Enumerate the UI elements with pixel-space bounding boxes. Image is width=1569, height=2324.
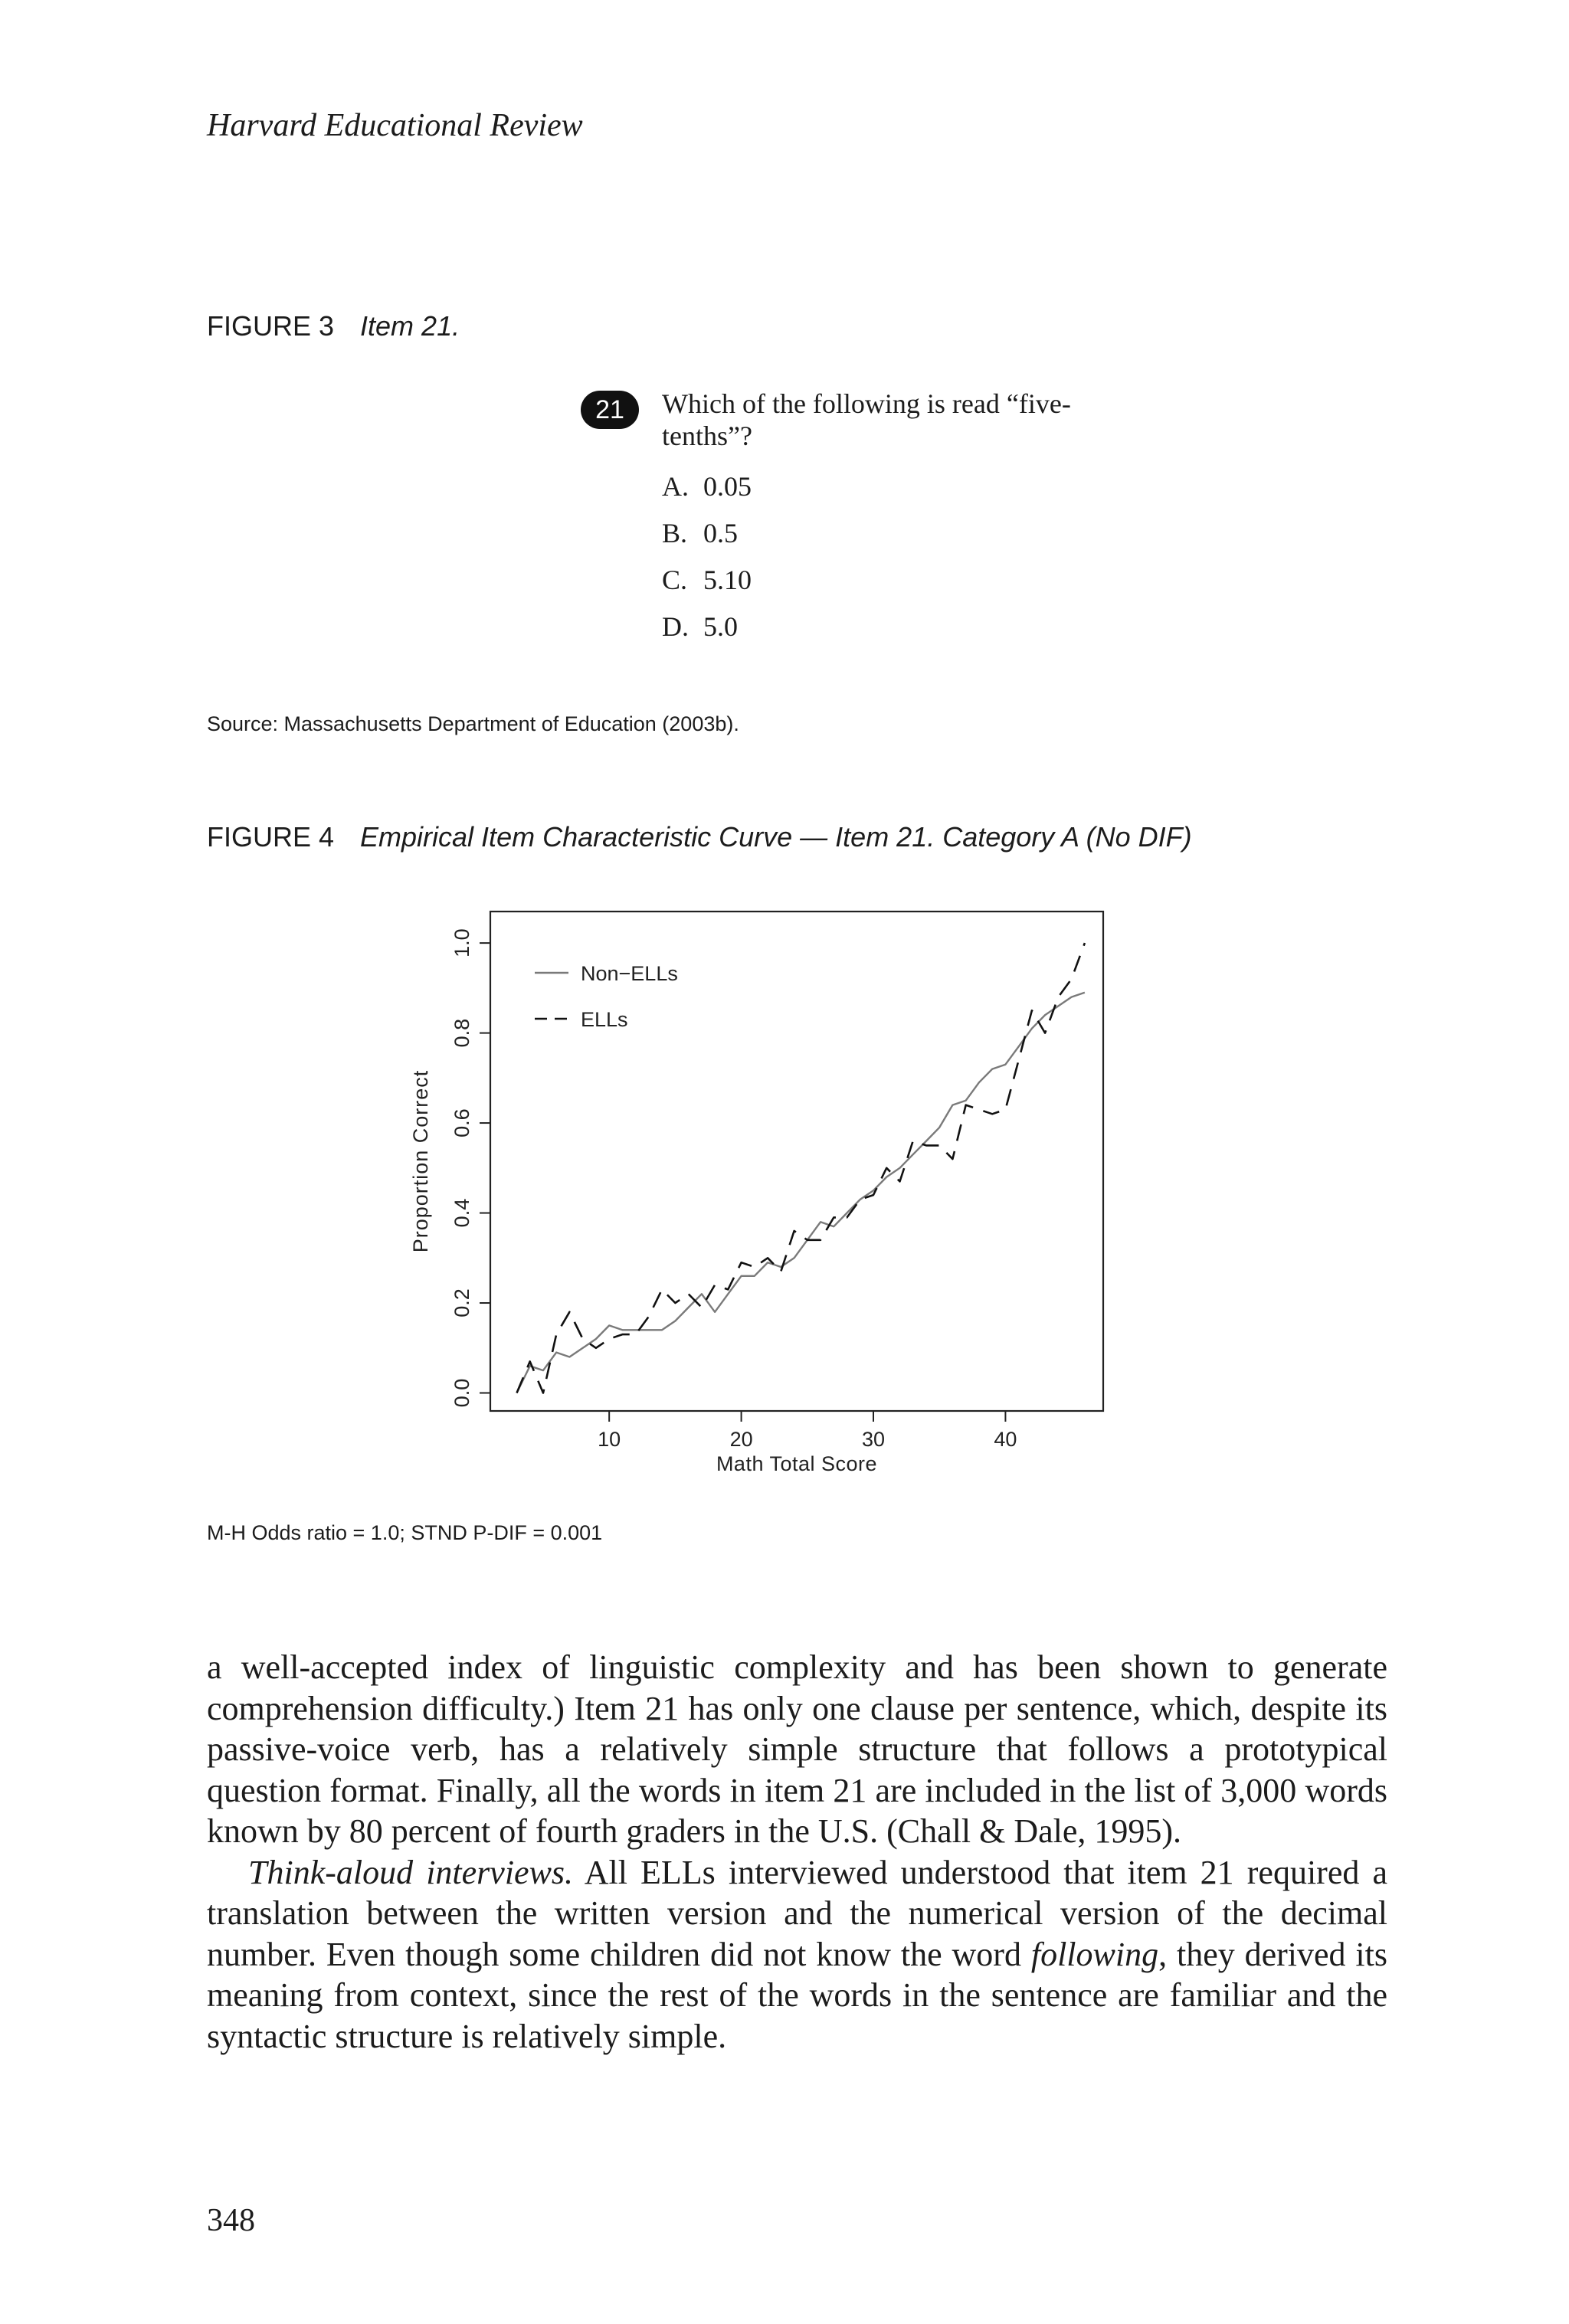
paragraph-text: , they derived its meaning from context, since the rest of the words in the sentence are familiar and the syntactic structure is relatively simple. (207, 1935, 1387, 2055)
x-tick-label: 30 (861, 1428, 886, 1451)
figure-3-label: FIGURE 3 (207, 310, 335, 342)
figure-4-title: Empirical Item Characteristic Curve — Item 21. Category A (No DIF) (360, 821, 1192, 853)
legend-label: Non−ELLs (581, 962, 678, 985)
item-characteristic-curve-chart (406, 889, 1126, 1501)
choice-d (662, 610, 738, 643)
choice-text: 5.10 (703, 565, 752, 595)
emphasized-word: following (1030, 1935, 1159, 1973)
choice-letter: D. (662, 611, 689, 642)
page-number: 348 (207, 2203, 255, 2238)
choice-text: 0.05 (703, 471, 752, 502)
choice-text: 0.5 (703, 518, 738, 548)
figure-3-caption (207, 310, 460, 342)
y-tick-label: 1.0 (450, 928, 473, 957)
legend-label: ELLs (581, 1008, 628, 1031)
y-axis (450, 928, 490, 1407)
item-question: Which of the following is read “five-tenths”? (662, 388, 1071, 451)
choice-letter: B. (662, 518, 688, 548)
y-tick-label: 0.8 (450, 1018, 473, 1048)
figure-3-source: Source: Massachusetts Department of Education (2003b). (207, 712, 739, 735)
figure-4-label: FIGURE 4 (207, 821, 335, 853)
figure-4-note: M-H Odds ratio = 1.0; STND P-DIF = 0.001 (207, 1521, 603, 1544)
y-tick-label: 0.2 (450, 1288, 473, 1317)
non-ells-series-line (517, 993, 1085, 1393)
choice-a (662, 470, 752, 502)
figure-4-caption (207, 821, 1192, 853)
item-number-badge: 21 (581, 391, 639, 429)
x-axis (598, 1411, 1017, 1451)
y-tick-label: 0.4 (450, 1198, 473, 1228)
body-text (207, 1647, 1387, 2057)
x-tick-label: 40 (994, 1428, 1017, 1451)
paragraph (207, 1852, 1387, 2057)
y-tick-label: 0.6 (450, 1108, 473, 1137)
choice-text: 5.0 (703, 611, 738, 642)
paragraph: a well-accepted index of linguistic complexity and has been shown to generate comprehension difficulty.) Item 21 has only one clause per sentence, which, despite its passive-voice verb, has a relatively simple structure that follows a prototypical question format. Finally, all the words in item 21 are included in the list of 3,000 words known by 80 percent of fourth graders in the U.S. (Chall & Dale, 1995). (207, 1648, 1387, 1850)
x-tick-label: 20 (729, 1428, 753, 1451)
choice-c (662, 564, 752, 596)
paragraph-text: All ELLs interviewed understood that item 21 required a translation between the written version and the numerical version of the decimal number. Even though some children did not know the word (207, 1853, 1387, 1973)
legend (535, 962, 678, 1031)
x-axis-label: Math Total Score (716, 1452, 878, 1475)
choice-letter: C. (662, 565, 688, 595)
x-tick-label: 10 (598, 1428, 621, 1451)
running-head: Harvard Educational Review (207, 108, 583, 143)
run-in-heading: Think-aloud interviews. (248, 1853, 574, 1891)
y-axis-label: Proportion Correct (409, 1069, 432, 1253)
y-tick-label: 0.0 (450, 1378, 473, 1408)
figure-3-title: Item 21. (360, 310, 460, 342)
choice-letter: A. (662, 471, 689, 502)
choice-b (662, 517, 738, 549)
